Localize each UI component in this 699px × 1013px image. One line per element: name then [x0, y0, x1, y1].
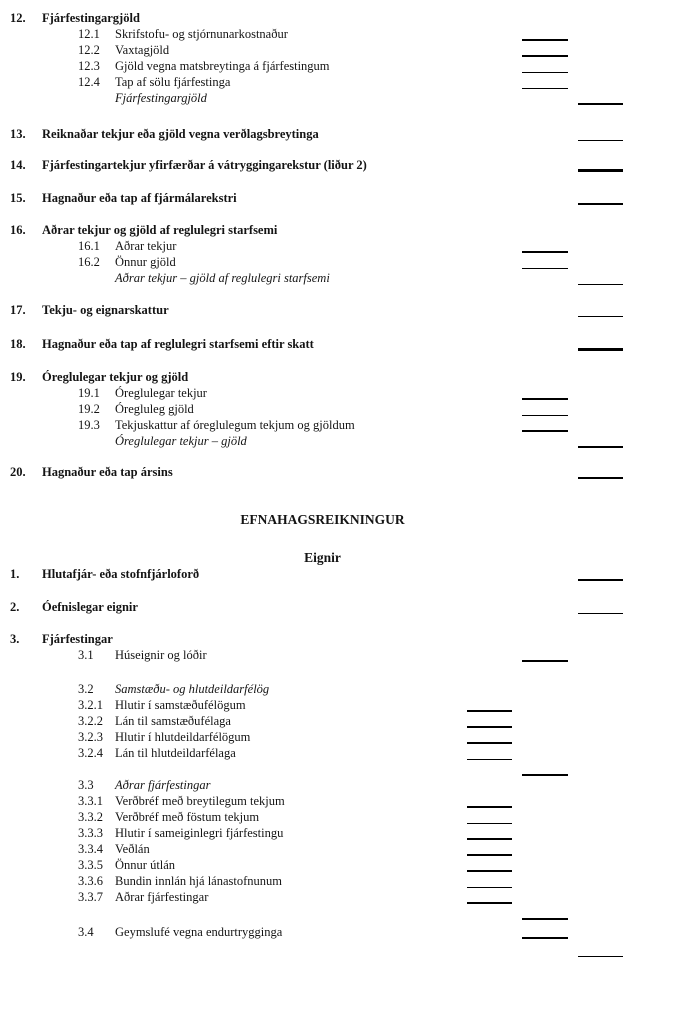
fill-in-line	[522, 937, 568, 939]
item-number: 19.2	[78, 402, 100, 416]
item-number: 12.4	[78, 75, 100, 89]
item-label: Gjöld vegna matsbreytinga á fjárfestingum	[115, 59, 330, 73]
item-number: 17.	[10, 303, 26, 317]
item-label: Verðbréf með föstum tekjum	[115, 810, 260, 824]
form-row	[0, 697, 699, 713]
item-number: 2.	[10, 600, 20, 614]
form-row	[0, 385, 699, 401]
item-label: Aðrar tekjur og gjöld af reglulegri starfsemi	[42, 223, 278, 237]
fill-in-line	[578, 477, 623, 479]
fill-in-line	[578, 203, 623, 205]
fill-in-line	[522, 415, 568, 416]
item-number: 16.	[10, 223, 26, 237]
fill-in-line	[578, 140, 623, 141]
form-row	[0, 729, 699, 745]
fill-in-line	[578, 348, 623, 351]
item-label: Fjárfestingargjöld	[42, 11, 140, 25]
form-row	[0, 401, 699, 417]
form-row	[0, 433, 699, 449]
form-row	[0, 761, 699, 777]
form-row	[0, 566, 699, 582]
fill-in-line	[467, 902, 512, 904]
fill-in-line	[522, 430, 568, 432]
item-label: Skrifstofu- og stjórnunarkostnaður	[115, 27, 288, 41]
form-row	[0, 42, 699, 58]
fill-in-line	[578, 579, 623, 581]
fill-in-line	[467, 806, 512, 808]
item-number: 3.3.5	[78, 858, 103, 872]
item-label: Aðrar fjárfestingar	[115, 890, 209, 904]
form-row	[0, 126, 699, 142]
fill-in-line	[578, 956, 623, 957]
form-row	[0, 336, 699, 352]
item-number: 3.3.6	[78, 874, 103, 888]
form-row	[0, 857, 699, 873]
item-label: Húseignir og lóðir	[115, 648, 207, 662]
form-row	[0, 369, 699, 385]
item-label: Tekju- og eignarskattur	[42, 303, 169, 317]
item-number: 3.3.7	[78, 890, 103, 904]
item-label: Bundin innlán hjá lánastofnunum	[115, 874, 282, 888]
item-label: Önnur útlán	[115, 858, 176, 872]
fill-in-line	[467, 838, 512, 840]
form-row	[0, 631, 699, 647]
fill-in-line	[467, 759, 512, 760]
fill-in-line	[522, 55, 568, 57]
form-row	[0, 417, 699, 433]
fill-in-line	[467, 726, 512, 728]
item-number: 12.2	[78, 43, 100, 57]
item-number: 12.1	[78, 27, 100, 41]
form-row	[0, 713, 699, 729]
item-label: Geymslufé vegna endurtrygginga	[115, 925, 283, 939]
fill-in-line	[467, 854, 512, 856]
item-label: Aðrar fjárfestingar	[115, 778, 211, 792]
fill-in-line	[467, 710, 512, 712]
form-row	[0, 599, 699, 615]
fill-in-line	[578, 613, 623, 614]
fill-in-line	[578, 103, 623, 105]
center-heading: EFNAHAGSREIKNINGUR	[240, 512, 405, 527]
fill-in-line	[522, 918, 568, 920]
fill-in-line	[522, 72, 568, 73]
fill-in-line	[522, 660, 568, 662]
item-label: Fjárfestingar	[42, 632, 113, 646]
item-number: 3.1	[78, 648, 94, 662]
item-number: 3.3.1	[78, 794, 103, 808]
item-number: 16.2	[78, 255, 100, 269]
item-number: 3.4	[78, 925, 94, 939]
item-label: Aðrar tekjur	[115, 239, 177, 253]
form-row	[0, 254, 699, 270]
item-label: Hagnaður eða tap af fjármálarekstri	[42, 191, 237, 205]
item-label: Hagnaður eða tap af reglulegri starfsemi eftir skatt	[42, 337, 314, 351]
item-number: 3.3.4	[78, 842, 103, 856]
form-row	[0, 905, 699, 921]
item-number: 1.	[10, 567, 20, 581]
form-rows	[0, 10, 699, 958]
form-row	[0, 238, 699, 254]
form-row	[0, 74, 699, 90]
form-row	[0, 889, 699, 905]
item-label: Óreglulegar tekjur og gjöld	[42, 370, 189, 384]
item-label: Lán til samstæðufélaga	[115, 714, 231, 728]
item-number: 18.	[10, 337, 26, 351]
form-row	[0, 222, 699, 238]
form-row	[0, 681, 699, 697]
fill-in-line	[578, 446, 623, 448]
form-row	[0, 90, 699, 106]
form-row	[0, 270, 699, 286]
fill-in-line	[467, 870, 512, 872]
form-row	[0, 464, 699, 480]
item-label: Aðrar tekjur – gjöld af reglulegri starfsemi	[115, 271, 330, 285]
item-number: 19.1	[78, 386, 100, 400]
item-label: Önnur gjöld	[115, 255, 176, 269]
fill-in-line	[467, 742, 512, 744]
item-number: 3.2.3	[78, 730, 103, 744]
fill-in-line	[522, 88, 568, 89]
item-label: Hlutir í samstæðufélögum	[115, 698, 246, 712]
form-row	[0, 745, 699, 761]
form-row	[0, 809, 699, 825]
item-label: Óefnislegar eignir	[42, 600, 138, 614]
item-label: Hlutir í sameiginlegri fjárfestingu	[115, 826, 284, 840]
form-row	[0, 302, 699, 318]
form-row	[0, 825, 699, 841]
item-number: 15.	[10, 191, 26, 205]
item-number: 14.	[10, 158, 26, 172]
fill-in-line	[578, 169, 623, 172]
item-label: Tap af sölu fjárfestinga	[115, 75, 231, 89]
center-heading: Eignir	[304, 550, 341, 565]
form-row	[0, 873, 699, 889]
item-number: 13.	[10, 127, 26, 141]
item-number: 3.3	[78, 778, 94, 792]
form-row	[0, 190, 699, 206]
item-number: 16.1	[78, 239, 100, 253]
item-number: 3.2.2	[78, 714, 103, 728]
item-number: 12.	[10, 11, 26, 25]
item-number: 20.	[10, 465, 26, 479]
item-label: Óregluleg gjöld	[115, 402, 194, 416]
form-row	[0, 793, 699, 809]
item-label: Óreglulegar tekjur – gjöld	[115, 434, 247, 448]
form-row	[0, 647, 699, 663]
form-row	[0, 841, 699, 857]
item-number: 12.3	[78, 59, 100, 73]
item-label: Reiknaðar tekjur eða gjöld vegna verðlagsbreytinga	[42, 127, 319, 141]
form-row	[0, 26, 699, 42]
form-row	[0, 58, 699, 74]
item-label: Fjárfestingartekjur yfirfærðar á vátryggingarekstur (liður 2)	[42, 158, 367, 172]
item-number: 19.3	[78, 418, 100, 432]
item-label: Samstæðu- og hlutdeildarfélög	[115, 682, 270, 696]
form-row	[0, 157, 699, 173]
item-label: Fjárfestingargjöld	[115, 91, 207, 105]
item-number: 3.2	[78, 682, 94, 696]
item-label: Veðlán	[115, 842, 150, 856]
item-label: Hlutafjár- eða stofnfjárloforð	[42, 567, 200, 581]
form-row	[0, 10, 699, 26]
fill-in-line	[522, 398, 568, 400]
item-label: Verðbréf með breytilegum tekjum	[115, 794, 285, 808]
item-number: 3.2.4	[78, 746, 103, 760]
fill-in-line	[467, 887, 512, 888]
form-row	[0, 924, 699, 940]
form-row	[0, 550, 645, 566]
fill-in-line	[578, 284, 623, 285]
item-number: 3.3.2	[78, 810, 103, 824]
fill-in-line	[522, 251, 568, 253]
item-label: Hlutir í hlutdeildarfélögum	[115, 730, 251, 744]
fill-in-line	[522, 774, 568, 776]
fill-in-line	[467, 823, 512, 824]
item-number: 3.	[10, 632, 20, 646]
form-row	[0, 942, 699, 958]
item-number: 3.2.1	[78, 698, 103, 712]
item-number: 19.	[10, 370, 26, 384]
item-label: Lán til hlutdeildarfélaga	[115, 746, 236, 760]
form-row	[0, 512, 645, 528]
item-label: Óreglulegar tekjur	[115, 386, 207, 400]
item-label: Hagnaður eða tap ársins	[42, 465, 173, 479]
fill-in-line	[522, 39, 568, 41]
fill-in-line	[578, 316, 623, 317]
item-label: Vaxtagjöld	[115, 43, 170, 57]
item-number: 3.3.3	[78, 826, 103, 840]
item-label: Tekjuskattur af óreglulegum tekjum og gjöldum	[115, 418, 355, 432]
form-row	[0, 777, 699, 793]
fill-in-line	[522, 268, 568, 269]
